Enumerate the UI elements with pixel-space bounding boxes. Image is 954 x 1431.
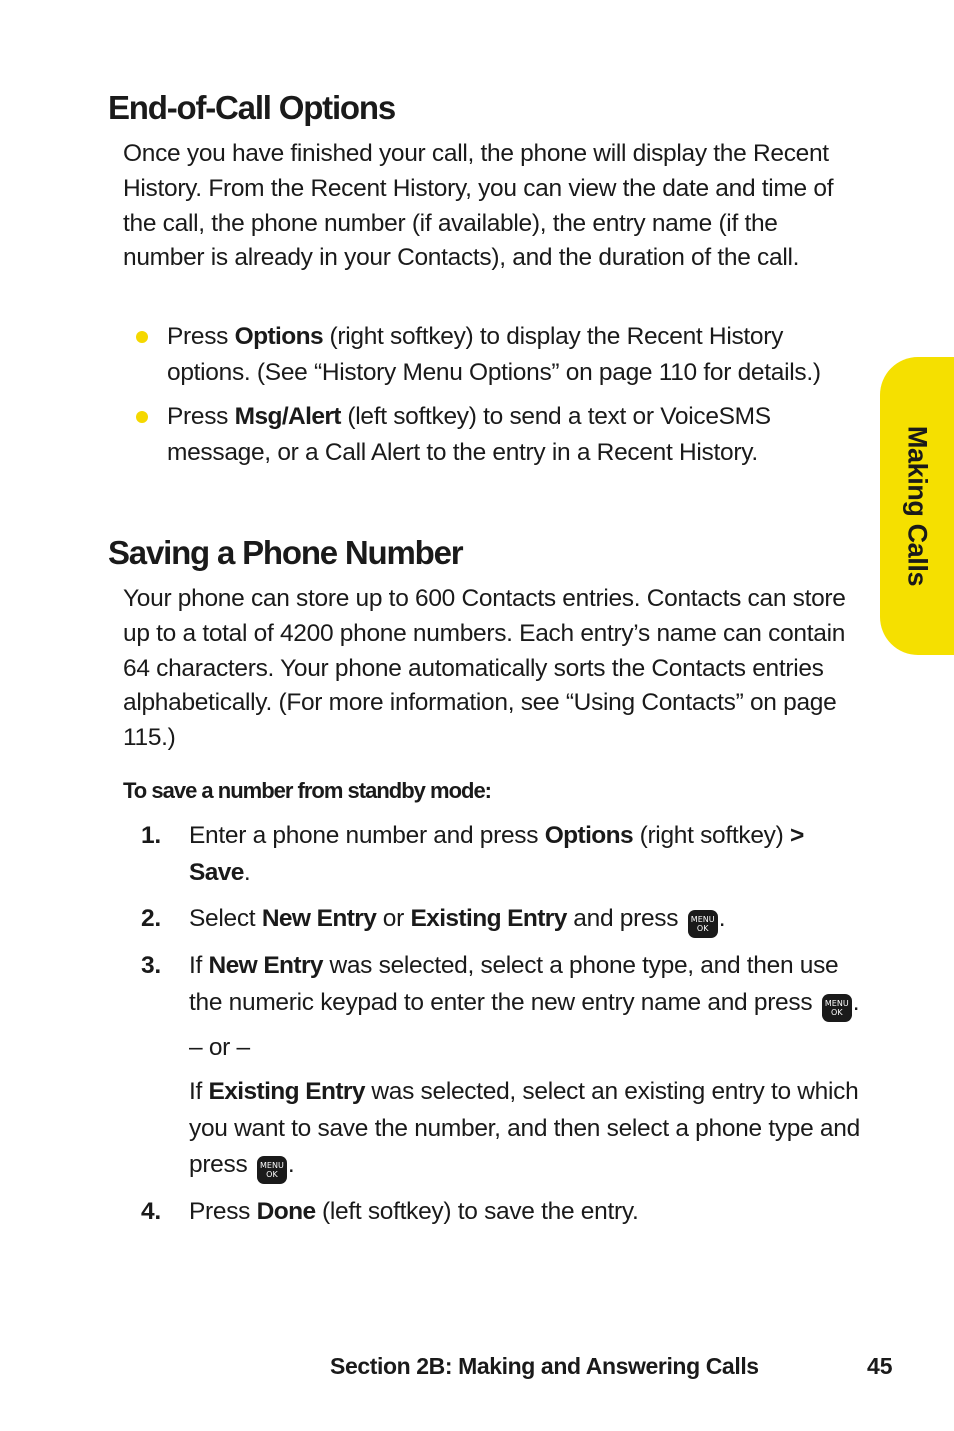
menu-ok-key-icon: MENU OK <box>688 910 718 938</box>
arrow-separator: > <box>790 822 804 849</box>
section-title-end-of-call: End-of-Call Options <box>108 89 395 126</box>
end-of-call-bullets <box>123 319 863 479</box>
menu-ok-key-icon: MENU OK <box>257 1156 287 1184</box>
menu-ok-key-icon: MENU OK <box>822 994 852 1022</box>
options-key-label: Options <box>234 323 323 350</box>
step-2: 2. Select New Entry or Existing Entry and press MENU OK . <box>141 901 861 938</box>
msg-alert-key-label: Msg/Alert <box>234 403 341 430</box>
bullet-item-options: Press Options (right softkey) to display the Recent History options. (See “History Menu Options” on page 110 for details.) <box>123 319 863 391</box>
bullet-item-msg-alert: Press Msg/Alert (left softkey) to send a text or VoiceSMS message, or a Call Alert to the entry in a Recent History. <box>123 399 863 471</box>
end-of-call-intro: Once you have finished your call, the phone will display the Recent History. From the Recent History, you can view the date and time of the call, the phone number (if available), the entry name (if the number is already in your Contacts), and the duration of the call. <box>123 140 834 272</box>
bullet-dot-icon <box>136 331 148 343</box>
step-3-alternative: If Existing Entry was selected, select an existing entry to which you want to save the number, and then select a phone type and press MENU OK . <box>189 1074 861 1184</box>
section-title-saving-number: Saving a Phone Number <box>108 534 463 571</box>
step-3: 3. If New Entry was selected, select a phone type, and then use the numeric keypad to enter the new entry name and press MENU OK . – or – If Existing Entry was selected, select an existing entry to which you want to save the number, and then select a phone type and press MENU OK . <box>141 948 861 1184</box>
saving-number-intro: Your phone can store up to 600 Contacts entries. Contacts can store up to a total of 4200 phone numbers. Each entry’s name can contain 64 characters. Your phone automatically sorts the Contacts entries alphabetically. (For more information, see “Using Contacts” on page 115.) <box>123 585 846 752</box>
step-1: 1. Enter a phone number and press Options (right softkey) > Save. <box>141 822 804 886</box>
step-4: 4. Press Done (left softkey) to save the entry. <box>141 1198 639 1225</box>
chapter-side-tab-label: Making Calls <box>902 425 933 587</box>
footer-section-title: Section 2B: Making and Answering Calls <box>330 1353 759 1379</box>
chapter-side-tab <box>880 357 954 655</box>
footer-page-number: 45 <box>867 1353 893 1379</box>
bullet-dot-icon <box>136 411 148 423</box>
procedure-steps <box>141 818 861 1241</box>
procedure-title: To save a number from standby mode: <box>123 778 492 803</box>
or-separator: – or – <box>189 1033 250 1061</box>
